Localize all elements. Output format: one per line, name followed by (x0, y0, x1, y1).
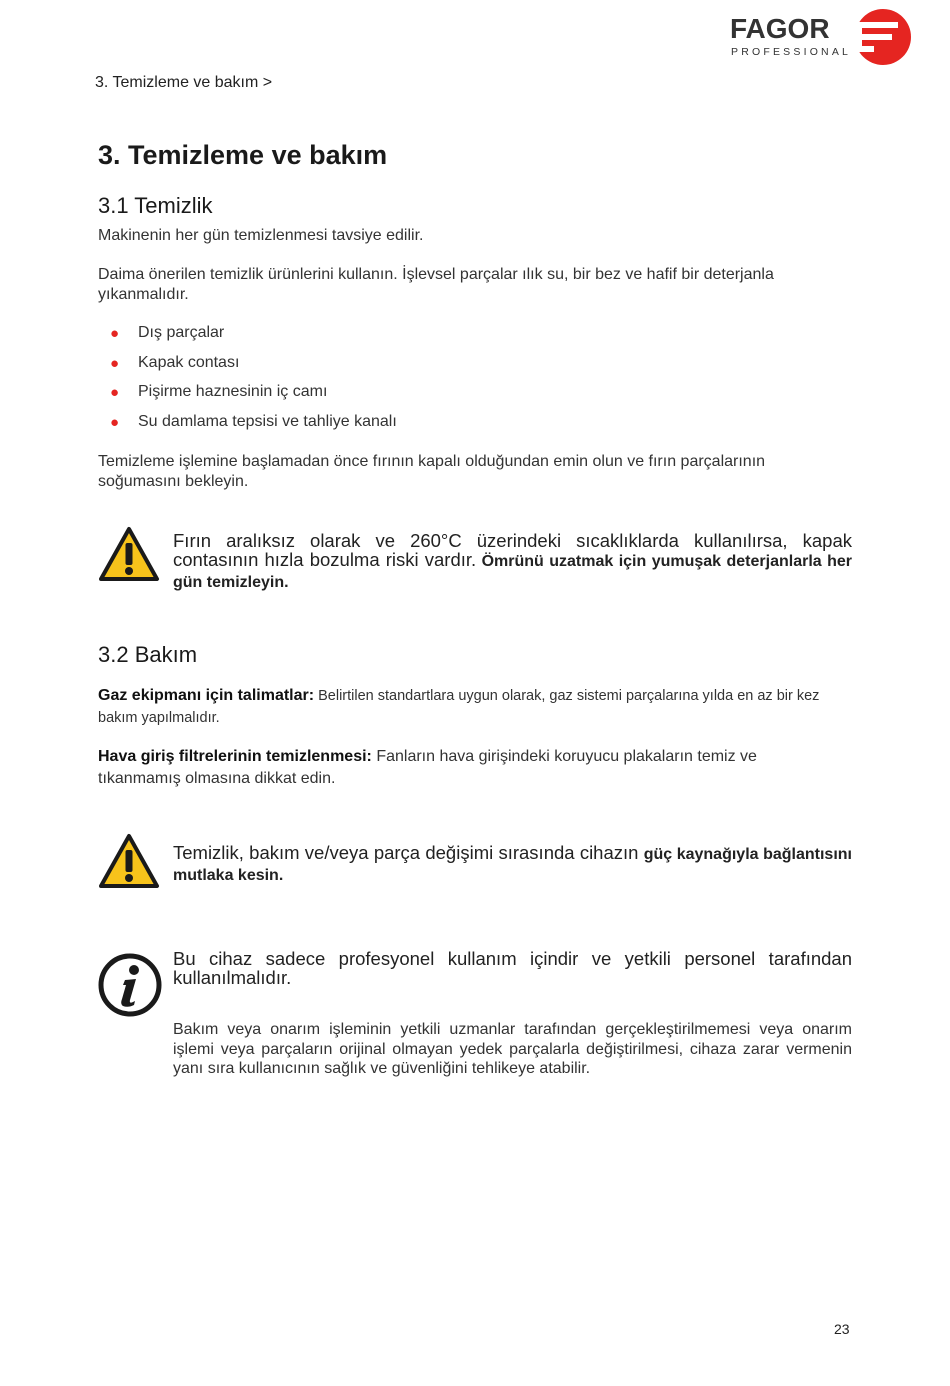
logo-word: FAGOR (730, 13, 830, 44)
info-subtext: Bakım veya onarım işleminin yetkili uzmanlar tarafından gerçekleştirilmemesi veya onarım işlemi veya parçaların orijinal olmayan yedek parçalarla değiştirilmesi, cihaza zarar vermenin yanı sıra kullanıcının sağlık ve güvenliğini tehlikeye atabilir. (173, 1021, 852, 1077)
parts-list (110, 323, 397, 441)
gas-label: Gaz ekipmanı için talimatlar: (98, 687, 315, 704)
page-number: 23 (834, 1321, 850, 1337)
info-icon (98, 953, 162, 1017)
logo-subtitle: PROFESSIONAL (731, 46, 852, 58)
breadcrumb: 3. Temizleme ve bakım > (95, 74, 273, 91)
paragraph-filter-cleaning (98, 746, 838, 790)
warning-notice-power (98, 833, 854, 893)
bullet-icon: ● (110, 354, 120, 372)
paragraph-before-cleaning: Temizleme işlemine başlamadan önce fırının kapalı olduğundan emin olun ve fırın parçalarının soğumasını bekleyin. (98, 453, 766, 490)
section-heading-cleaning: 3.1 Temizlik (98, 193, 213, 218)
bullet-icon: ● (110, 325, 120, 342)
list-item (110, 382, 397, 412)
list-item (110, 353, 397, 383)
warning-text (173, 843, 852, 885)
paragraph-recommended-products: Daima önerilen temizlik ürünlerini kullanın. İşlevsel parçalar ılık su, bir bez ve hafif bir deterjanla yıkanmalıdır. (98, 266, 774, 303)
page-title: 3. Temizleme ve bakım (98, 140, 388, 170)
filter-text: Fanların hava girişindeki koruyucu plakaların temiz ve tıkanmamış olmasına dikkat edin. (98, 748, 757, 787)
list-item-label: Kapak contası (138, 353, 240, 371)
info-notice-professional-use (98, 945, 854, 1085)
fagor-logo (728, 8, 914, 66)
paragraph-daily-cleaning: Makinenin her gün temizlenmesi tavsiye edilir. (98, 227, 424, 244)
info-text: Bu cihaz sadece profesyonel kullanım içindir ve yetkili personel tarafından kullanılmalıdır. (173, 948, 852, 988)
section-heading-maintenance: 3.2 Bakım (98, 642, 198, 667)
list-item-label: Pişirme haznesinin iç camı (138, 383, 328, 401)
paragraph-gas-instructions (98, 685, 838, 729)
bullet-icon: ● (110, 384, 120, 402)
warning-text-normal: Temizlik, bakım ve/veya parça değişimi sırasında cihazın (173, 842, 644, 863)
gas-text: Belirtilen standartlara uygun olarak, gaz sistemi parçalarına yılda en az bir kez bakım yapılmalıdır. (98, 688, 820, 726)
warning-text-bold: Ömrünü uzatmak için yumuşak deterjanlarla her gün temizleyin. (173, 553, 852, 591)
warning-notice-gasket (98, 526, 854, 596)
list-item (110, 323, 397, 353)
fagor-logo-mark-icon (854, 8, 914, 66)
warning-text-normal: Fırın aralıksız olarak ve 260°C üzerindeki sıcaklıklarda kullanılırsa, kapak contasının hızla bozulma riski vardır. (173, 530, 852, 570)
warning-text (173, 531, 852, 592)
list-item (110, 412, 397, 442)
warning-icon (98, 833, 160, 889)
filter-label: Hava giriş filtrelerinin temizlenmesi: (98, 748, 372, 765)
warning-text-bold: güç kaynağıyla bağlantısını mutlaka kesin. (173, 846, 852, 884)
bullet-icon: ● (110, 413, 120, 431)
warning-icon (98, 526, 160, 582)
list-item-label: Dış parçalar (138, 324, 225, 341)
list-item-label: Su damlama tepsisi ve tahliye kanalı (138, 412, 397, 430)
